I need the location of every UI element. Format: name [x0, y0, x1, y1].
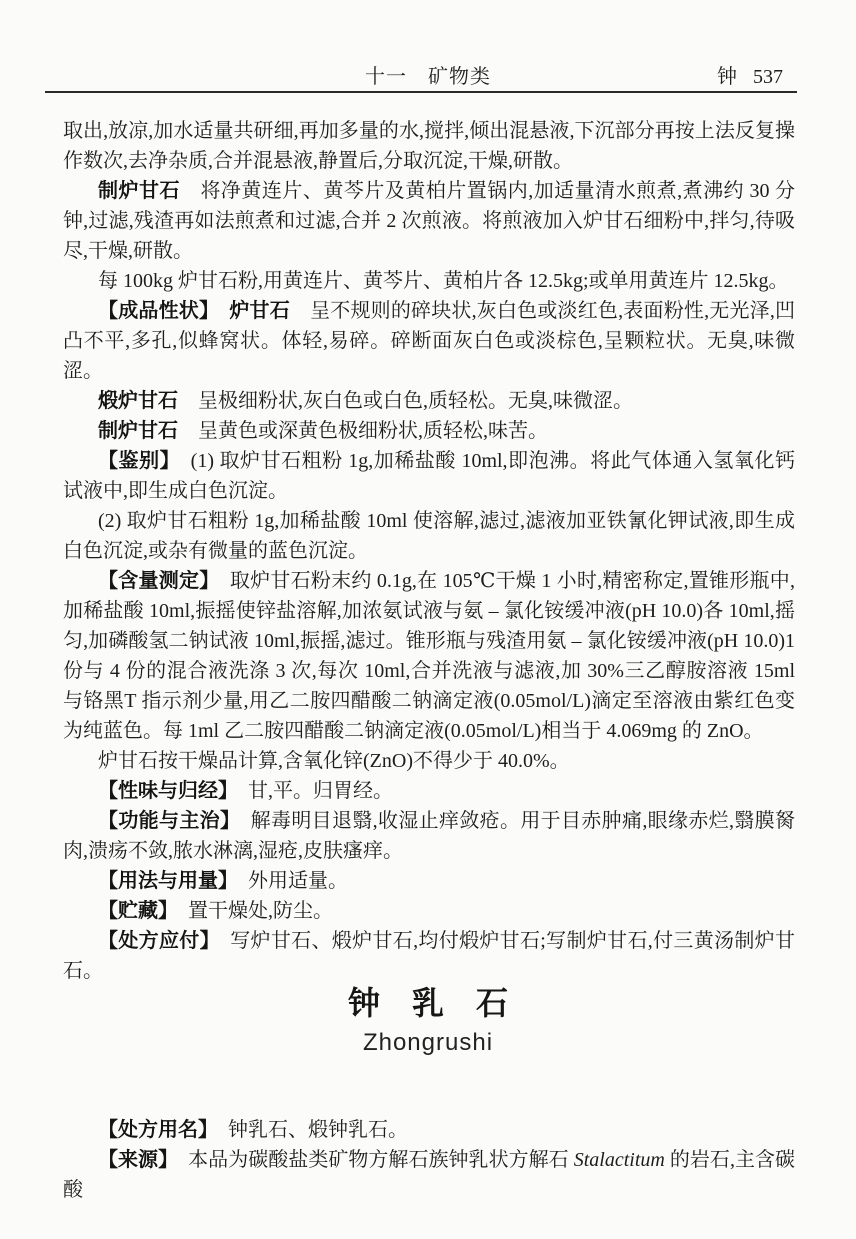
entry-body-text: [63, 1115, 795, 1205]
paragraph: [63, 266, 795, 296]
folio: [717, 64, 783, 90]
paragraph: [63, 446, 795, 506]
text-run: 呈极细粉状,灰白色或白色,质轻松。无臭,味微涩。: [178, 390, 633, 412]
text-run: 取出,放凉,加水适量共研细,再加多量的水,搅拌,倾出混悬液,下沉部分再按上法反复操作数次,去净杂质,合并混悬液,静置后,分取沉淀,干燥,研散。: [63, 120, 795, 172]
paragraph: [63, 386, 795, 416]
text-run: 呈不规则的碎块状,灰白色或淡红色,表面粉性,无光泽,凹凸不平,多孔,似蜂窝状。体轻,易碎。碎断面灰白色或淡棕色,呈颗粒状。无臭,味微涩。: [63, 300, 796, 382]
text-run: 解毒明目退翳,收湿止痒敛疮。用于目赤肿痛,眼缘赤烂,翳膜胬肉,溃疡不敛,脓水淋漓,湿疮,皮肤瘙痒。: [63, 810, 796, 862]
section-label: 【成品性状】 炉甘石: [98, 300, 290, 322]
section-label: 【性味与归经】: [98, 780, 228, 802]
paragraph: [63, 776, 795, 806]
text-run: 的岩石,主含碳酸: [63, 1149, 796, 1201]
page-number: 537: [753, 66, 783, 88]
section-label: 【功能与主治】: [98, 810, 231, 832]
text-run: 甘,平。归胃经。: [228, 780, 393, 802]
text-run: (1) 取炉甘石粗粉 1g,加稀盐酸 10ml,即泡沸。将此气体通入氢氧化钙试液中,即生成白色沉淀。: [63, 450, 796, 502]
latin-binomial: Stalactitum: [573, 1149, 665, 1171]
paragraph: [63, 176, 795, 266]
monograph-body-text: [63, 116, 795, 986]
chapter-heading: 十一 矿物类: [365, 66, 491, 88]
section-label: 【处方应付】: [98, 930, 210, 952]
text-run: 外用适量。: [228, 870, 348, 892]
paragraph: [63, 116, 795, 176]
paragraph: [63, 566, 795, 746]
paragraph: [63, 926, 795, 986]
paragraph: [63, 506, 795, 566]
section-label: 制炉甘石: [98, 180, 180, 202]
text-run: (2) 取炉甘石粗粉 1g,加稀盐酸 10ml 使溶解,滤过,滤液加亚铁氰化钾试液,即生成白色沉淀,或杂有微量的蓝色沉淀。: [63, 510, 795, 562]
running-head: 钟: [717, 66, 737, 88]
paragraph: [63, 416, 795, 446]
section-label: 【来源】: [98, 1149, 169, 1171]
text-run: 置干燥处,防尘。: [168, 900, 333, 922]
section-label: 煅炉甘石: [98, 390, 178, 412]
section-label: 制炉甘石: [98, 420, 178, 442]
paragraph: [63, 1115, 795, 1145]
text-run: 写炉甘石、煅炉甘石,均付煅炉甘石;写制炉甘石,付三黄汤制炉甘石。: [63, 930, 795, 982]
text-run: 本品为碳酸盐类矿物方解石族钟乳状方解石: [168, 1149, 574, 1171]
paragraph: [63, 296, 795, 386]
header-rule: [45, 91, 797, 93]
section-label: 【鉴别】: [98, 450, 171, 472]
paragraph: [63, 866, 795, 896]
entry-pinyin: Zhongrushi: [362, 1029, 494, 1056]
text-run: 取炉甘石粉末约 0.1g,在 105℃干燥 1 小时,精密称定,置锥形瓶中,加稀盐酸 10ml,振摇使锌盐溶解,加浓氨试液与氨 – 氯化铵缓冲液(pH 10.0)各 10ml,摇匀,加磷酸氢二钠试液 10ml,振摇,滤过。锥形瓶与残渣用氨 – 氯化铵缓冲液(pH 10.0)1 份与 4 份的混合液洗涤 3 次,每次 10ml,合并洗液与滤液,加 30%三乙醇胺溶液 15ml 与铬黑T 指示剂少量,用乙二胺四醋酸二钠滴定液(0.05mol/L)滴定至溶液由紫红色变为纯蓝色。每 1ml 乙二胺四醋酸二钠滴定液(0.05mol/L)相当于 4.069mg 的 ZnO。: [63, 570, 795, 742]
paragraph: [63, 746, 795, 776]
text-run: 将净黄连片、黄芩片及黄柏片置锅内,加适量清水煎煮,煮沸约 30 分钟,过滤,残渣再如法煎煮和过滤,合并 2 次煎液。将煎液加入炉甘石细粉中,拌匀,待吸尽,干燥,研散。: [63, 180, 796, 262]
section-label: 【贮藏】: [98, 900, 168, 922]
page-header: [0, 64, 856, 90]
section-label: 【用法与用量】: [98, 870, 228, 892]
section-label: 【含量测定】: [98, 570, 210, 592]
text-run: 炉甘石按干燥品计算,含氧化锌(ZnO)不得少于 40.0%。: [98, 750, 570, 772]
entry-heading: [0, 985, 856, 1057]
text-run: 钟乳石、煅钟乳石。: [208, 1119, 408, 1141]
section-label: 【处方用名】: [98, 1119, 208, 1141]
paragraph: [63, 1145, 795, 1205]
paragraph: [63, 806, 795, 866]
text-run: 呈黄色或深黄色极细粉状,质轻松,味苦。: [178, 420, 548, 442]
text-run: 每 100kg 炉甘石粉,用黄连片、黄芩片、黄柏片各 12.5kg;或单用黄连片 12.5kg。: [98, 270, 789, 292]
paragraph: [63, 896, 795, 926]
entry-title: 钟 乳 石: [347, 985, 508, 1021]
